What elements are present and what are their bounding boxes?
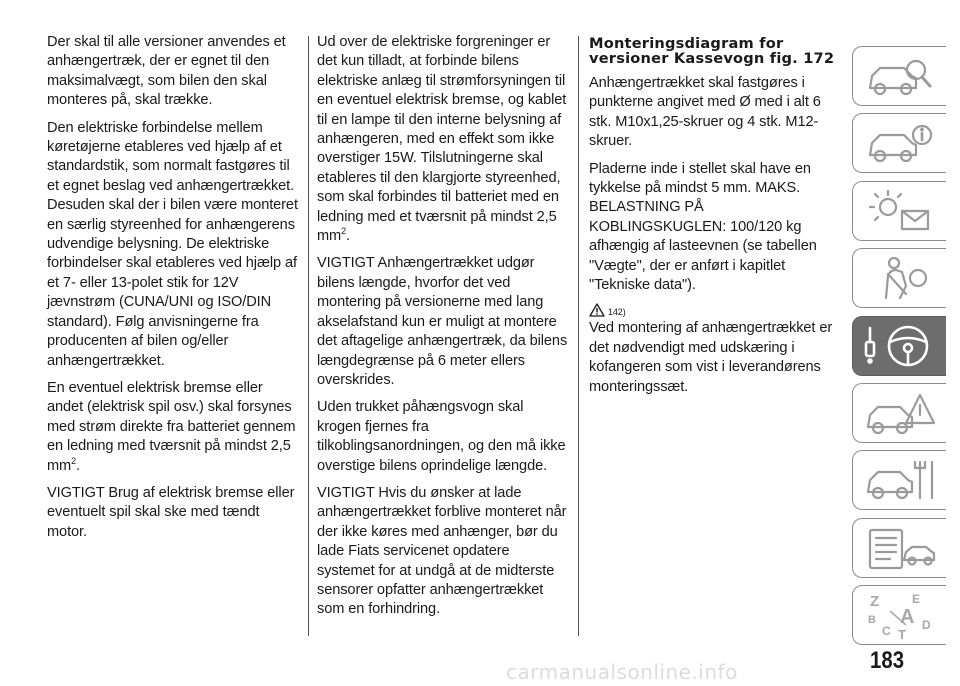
tab-alphabet-index[interactable]	[852, 585, 946, 645]
index-letter: C	[881, 624, 891, 639]
paragraph: VIGTIGT Hvis du ønsker at lade anhængertrækket forblive monteret når der ikke køres med anhænger, bør du lade Fiats servicenet opdatere systemet for at undgå at de midterste sensorer opfatter anhængertrækket som en forhindring.	[317, 484, 567, 618]
paragraph: VIGTIGT Brug af elektrisk bremse eller eventuelt spil skal ske med tændt motor.	[47, 484, 295, 540]
paragraph: Den elektriske forbindelse mellem køretøjerne etableres ved hjælp af et standardstik, som normalt fastgøres til et egnet beslag ved anhængertrækket. Desuden skal der i bilen være monteret en særlig styreenhed for anhængerens udvendige belysning. De elektriske forbindelser skal etableres ved hjælp af et 7- eller 13-polet stik for 12V jævnstrøm (CUNA/UNI og ISO/DIN standard). Følg anvisningerne fra producenten af bilen og/eller anhængertrækket.	[47, 119, 298, 369]
index-letter: B	[867, 614, 876, 627]
warning-reference: 142)	[589, 301, 842, 317]
paragraph: Pladerne inde i stellet skal have en tykkelse på mindst 5 mm. MAKS. BELASTNING PÅ KOBLINGSKUGLEN: 100/120 kg afhængig af lasteevnen (se tabellen "Vægte", der er anført i kapitlet "Tekniske data").	[589, 160, 817, 294]
paragraph: Anhængertrækket skal fastgøres i punkterne angivet med Ø med i alt 6 stk. M10x1,25-skruer og 4 stk. M12-skruer.	[589, 75, 821, 150]
alphabet-index-icon	[860, 589, 940, 641]
column-divider	[308, 36, 309, 636]
tab-key-steering[interactable]	[852, 316, 946, 376]
index-letter: T	[897, 627, 906, 642]
index-letter: E	[911, 592, 920, 607]
paragraph: VIGTIGT Anhængertrækket udgør bilens længde, hvorfor det ved montering på versionerne med lang akselafstand kun er muligt at montere det aftagelige anhængertræk, da bilens længdegrænse på 6 meter ellers overskrides.	[317, 255, 568, 388]
tab-car-specs[interactable]	[852, 518, 946, 578]
car-magnifier-icon	[860, 50, 940, 102]
paragraph: Ved montering af anhængertrækket er det nødvendigt med udskæring i kofangeren som vist i leverandørens monteringssæt.	[589, 320, 833, 395]
index-letter: Z	[869, 593, 879, 611]
column-3	[589, 33, 842, 405]
watermark: carmanualsonline.info	[506, 660, 738, 684]
tab-warning-lights[interactable]	[852, 181, 946, 241]
column-1	[47, 33, 299, 550]
tab-car-breakdown[interactable]	[852, 383, 946, 443]
warning-lights-envelope-icon	[860, 185, 940, 237]
chapter-tabs	[852, 46, 946, 653]
paragraph: En eventuel elektrisk bremse eller andet (elektrisk spil osv.) skal forsynes med strøm direkte fra batteriet gennem en ledning med tværsnit på mindst 2,5 $mm^2$.	[47, 379, 296, 474]
tab-car-wrench[interactable]	[852, 450, 946, 510]
page-number: 183	[870, 647, 905, 674]
car-wrench-icon	[860, 454, 940, 506]
column-2	[317, 33, 570, 628]
tab-seatbelt[interactable]	[852, 248, 946, 308]
seatbelt-airbag-icon	[860, 252, 940, 304]
car-info-icon	[860, 117, 940, 169]
index-letter: D	[921, 618, 931, 633]
tab-car-magnifier[interactable]	[852, 46, 946, 106]
paragraph: Uden trukket påhængsvogn skal krogen fjernes fra tilkoblingsanordningen, og den må ikke overstige bilens oprindelige længde.	[317, 399, 566, 474]
car-specs-list-icon	[860, 522, 940, 574]
key-steering-wheel-icon	[860, 320, 940, 372]
paragraph: Ud over de elektriske forgreninger er det kun tilladt, at forbinde bilens elektriske anlæg til strømforsyningen til en eventuel elektrisk bremse, og kablet til en lampe til den interne belysning af anhængeren, med en effekt som ikke overstiger 15W. Tilslutningerne skal etableres til den klargjorte styreenhed, som skal forbindes til batteriet med en ledning med et tværsnit på mindst 2,5 $mm^2$.	[317, 34, 567, 245]
section-heading: Monteringsdiagram for versioner Kassevogn fig. 172	[589, 35, 835, 67]
tab-car-info[interactable]	[852, 113, 946, 173]
index-letter: A	[899, 606, 914, 629]
column-divider	[578, 36, 579, 636]
paragraph: Der skal til alle versioner anvendes et anhængertræk, der er egnet til den maksimalvægt, som bilen den skal monteres på, skal trække.	[47, 34, 286, 109]
car-breakdown-warning-icon	[860, 387, 940, 439]
warning-triangle-icon	[589, 303, 605, 317]
